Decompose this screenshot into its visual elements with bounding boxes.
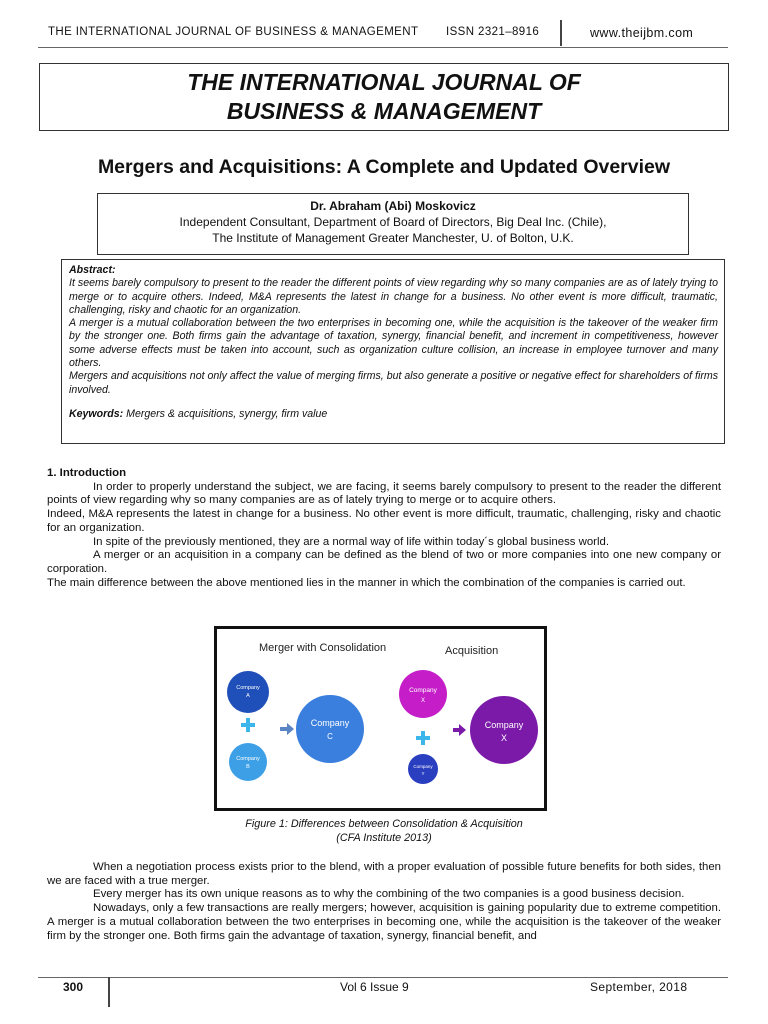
abstract-box — [61, 259, 725, 444]
header-rule — [38, 47, 728, 48]
introduction-heading: 1. Introduction — [47, 467, 127, 479]
company-y-letter: Y — [421, 771, 425, 776]
figure-caption — [0, 818, 768, 845]
body-continued — [47, 861, 721, 943]
footer-divider — [108, 977, 110, 1007]
figure-heading-merger: Merger with Consolidation — [259, 642, 387, 654]
figure-caption-line-1: Figure 1: Differences between Consolidation & Acquisition — [245, 818, 523, 830]
arrow-right-icon-2 — [453, 724, 466, 736]
plus-icon-2 — [416, 731, 430, 745]
company-x-big-letter: X — [500, 733, 508, 743]
keywords-label: Keywords: — [69, 407, 124, 420]
publication-date: September, 2018 — [590, 980, 688, 994]
paper-title: Mergers and Acquisitions: A Complete and Updated Overview — [97, 156, 671, 178]
author-affiliation-2: The Institute of Management Greater Manchester, U. of Bolton, U.K. — [212, 231, 574, 245]
header-website: www.theijbm.com — [590, 26, 694, 40]
intro-paragraph-2: Indeed, M&A represents the latest in change for a business. No other event is more difficult, traumatic, challenging, risky and chaotic for an organization. — [47, 508, 721, 534]
company-x-small-label: Company — [409, 687, 437, 694]
header-issn: ISSN 2321–8916 — [446, 26, 540, 38]
header-divider — [560, 20, 562, 46]
body-paragraph-3: Nowadays, only a few transactions are really mergers; however, acquisition is gaining popularity due to extreme competition. A merger is a mutual collaboration between the two enterprises in becoming one, while the acquisition is the takeover of the weaker firm by the stronger one. Both firms gain the advantage of taxation, synergy, financial benefit, and — [47, 902, 721, 942]
author-box — [97, 193, 689, 255]
masthead-line-1: THE INTERNATIONAL JOURNAL OF — [187, 69, 581, 95]
abstract-label: Abstract: — [69, 264, 116, 276]
company-c-circle — [296, 695, 364, 763]
company-a-label: Company — [236, 685, 260, 691]
footer-rule — [38, 977, 728, 978]
company-b-circle — [229, 743, 267, 781]
company-y-circle — [408, 754, 438, 784]
header-journal-name: THE INTERNATIONAL JOURNAL OF BUSINESS & MANAGEMENT — [48, 26, 419, 38]
author-name: Dr. Abraham (Abi) Moskovicz — [310, 199, 476, 213]
company-y-label: Company — [413, 764, 433, 769]
journal-masthead — [39, 63, 729, 131]
company-b-letter: B — [246, 764, 250, 770]
company-x-big-circle — [470, 696, 538, 764]
introduction-section — [47, 467, 721, 590]
keywords — [69, 408, 718, 421]
figure-caption-line-2: (CFA Institute 2013) — [336, 831, 432, 844]
plus-icon — [241, 718, 255, 732]
company-a-letter: A — [246, 693, 250, 699]
company-b-label: Company — [236, 756, 260, 762]
author-affiliation-1: Independent Consultant, Department of Board of Directors, Big Deal Inc. (Chile), — [179, 215, 607, 229]
body-paragraph-2: Every merger has its own unique reasons as to why the combining of the two companies is a good business decision. — [93, 888, 685, 901]
abstract-paragraph-3: Mergers and acquisitions not only affect the value of merging firms, but also generate a positive or negative effect for shareholders of firms involved. — [69, 370, 718, 396]
company-x-small-letter: X — [420, 698, 426, 704]
body-paragraph-1: When a negotiation process exists prior to the blend, with a proper evaluation of possible future benefits for both sides, then we are faced with a true merger. — [47, 861, 721, 887]
figure-heading-acquisition: Acquisition — [445, 645, 499, 657]
intro-paragraph-4: A merger or an acquisition in a company can be defined as the blend of two or more companies into one new company or corporation. — [47, 549, 721, 575]
abstract-paragraph-2: A merger is a mutual collaboration between the two enterprises in becoming one, while the acquisition is the takeover of the weaker firm by the stronger one. Both firms gain the advantage of taxation, synergy, financial benefit, and increment in competitiveness, however some adverse effects must be taken into account, such as organization culture collision, an increase in employee turnover and many others. — [69, 317, 718, 370]
company-x-big-label: Company — [484, 720, 524, 730]
masthead-line-2: BUSINESS & MANAGEMENT — [226, 98, 542, 124]
page-number: 300 — [63, 980, 84, 994]
company-x-small-circle — [399, 670, 447, 718]
company-c-label: Company — [310, 718, 350, 728]
running-header — [48, 26, 720, 46]
company-c-letter: C — [327, 732, 333, 741]
company-a-circle — [227, 671, 269, 713]
keywords-text: Mergers & acquisitions, synergy, firm value — [126, 407, 328, 420]
abstract-paragraph-1: It seems barely compulsory to present to the reader the different points of view regarding why so many companies are as of lately trying to merge or to acquire others. Indeed, M&A represents the latest in change for a business. No other event is more difficult, traumatic, challenging, risky and chaotic for an organization. — [69, 277, 718, 316]
intro-paragraph-1: In order to properly understand the subject, we are facing, it seems barely compulsory to present to the reader the different points of view regarding why so many companies are as of lately trying to merge or to acquire others. — [47, 480, 721, 507]
intro-paragraph-5: The main difference between the above mentioned lies in the manner in which the combination of the companies is carried out. — [47, 576, 686, 589]
arrow-right-icon — [280, 723, 294, 735]
page-footer — [0, 977, 768, 1007]
figure-1 — [214, 626, 547, 811]
volume-issue: Vol 6 Issue 9 — [340, 980, 409, 994]
intro-paragraph-3: In spite of the previously mentioned, they are a normal way of life within today´s global business world. — [93, 535, 610, 548]
figure-diagram — [217, 629, 544, 808]
